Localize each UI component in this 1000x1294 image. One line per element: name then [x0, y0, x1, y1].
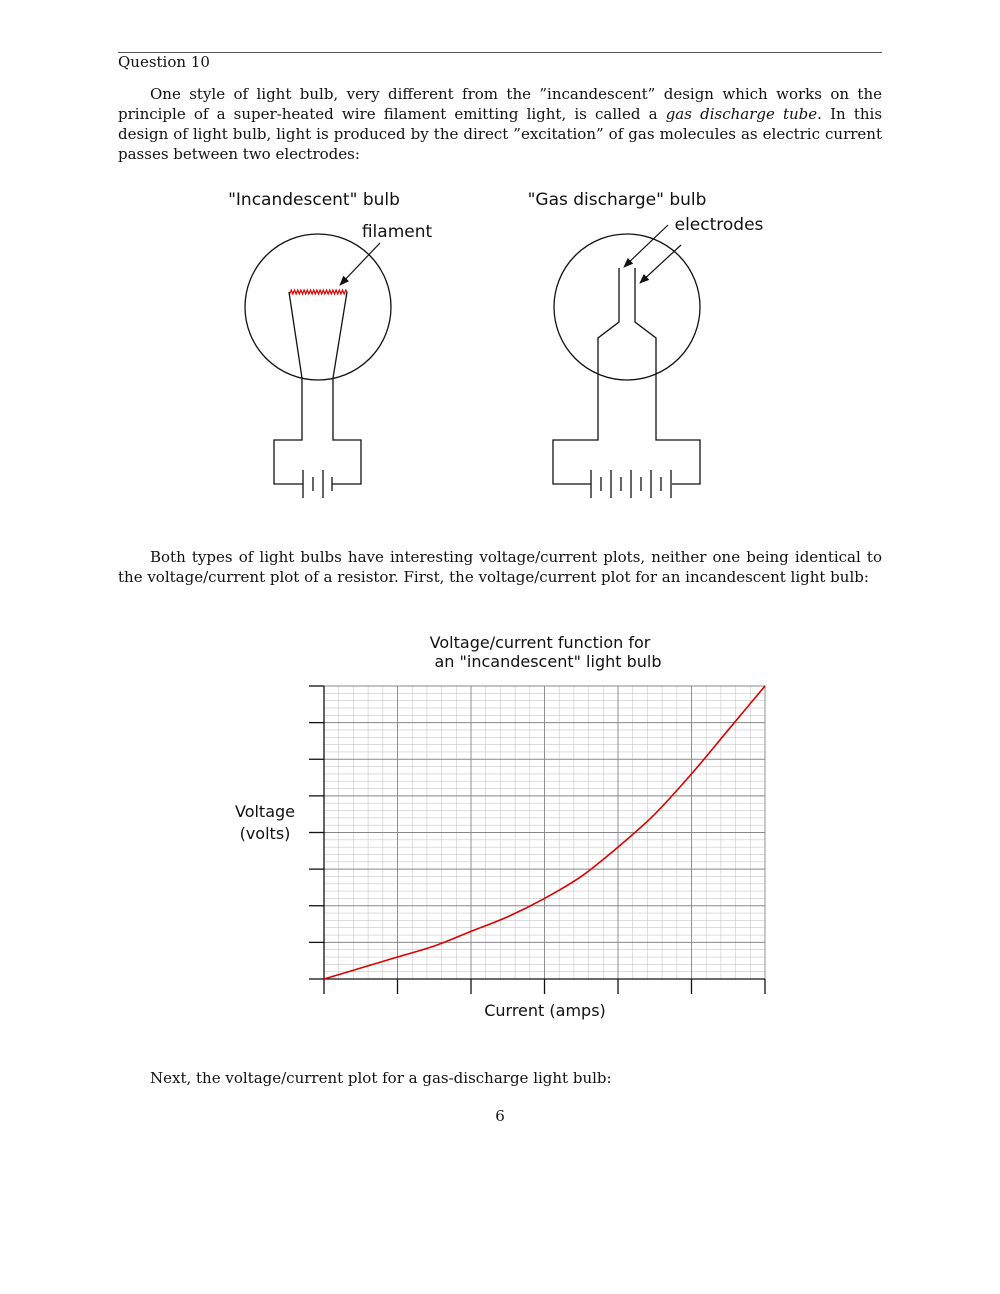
y-axis-label-line2: (volts) — [239, 824, 291, 843]
intro-text-start: One style of light bulb, very different from the ”incandescent” design which works on the principle of a super-heated wire filament emitting light, is called a — [118, 85, 882, 123]
chart-title-line1: Voltage/current function for — [429, 633, 651, 652]
electrodes-label: electrodes — [674, 215, 764, 235]
chart-title-line2: an "incandescent" light bulb — [434, 652, 662, 671]
incandescent-title: "Incandescent" bulb — [228, 190, 400, 210]
next-text: Next, the voltage/current plot for a gas-discharge light bulb: — [150, 1069, 612, 1087]
y-axis-label-line1: Voltage — [234, 802, 296, 821]
intro-term-italic: gas discharge tube — [665, 105, 818, 123]
plots-text: Both types of light bulbs have interesting voltage/current plots, neither one being identical to the voltage/current plot of a resistor. First, the voltage/current plot for an incandescent light bulb: — [118, 548, 882, 586]
next-paragraph — [118, 1068, 882, 1088]
x-axis-label: Current (amps) — [484, 1001, 606, 1020]
gas-discharge-title: "Gas discharge" bulb — [527, 190, 707, 210]
question-title: Question 10 — [118, 53, 210, 71]
page-number: 6 — [495, 1107, 505, 1125]
intro-text-end: . In this design of light bulb, light is produced by the direct ”excitation” of gas molecules as electric current passes between two electrodes: — [118, 105, 883, 163]
filament-label: filament — [361, 222, 433, 242]
